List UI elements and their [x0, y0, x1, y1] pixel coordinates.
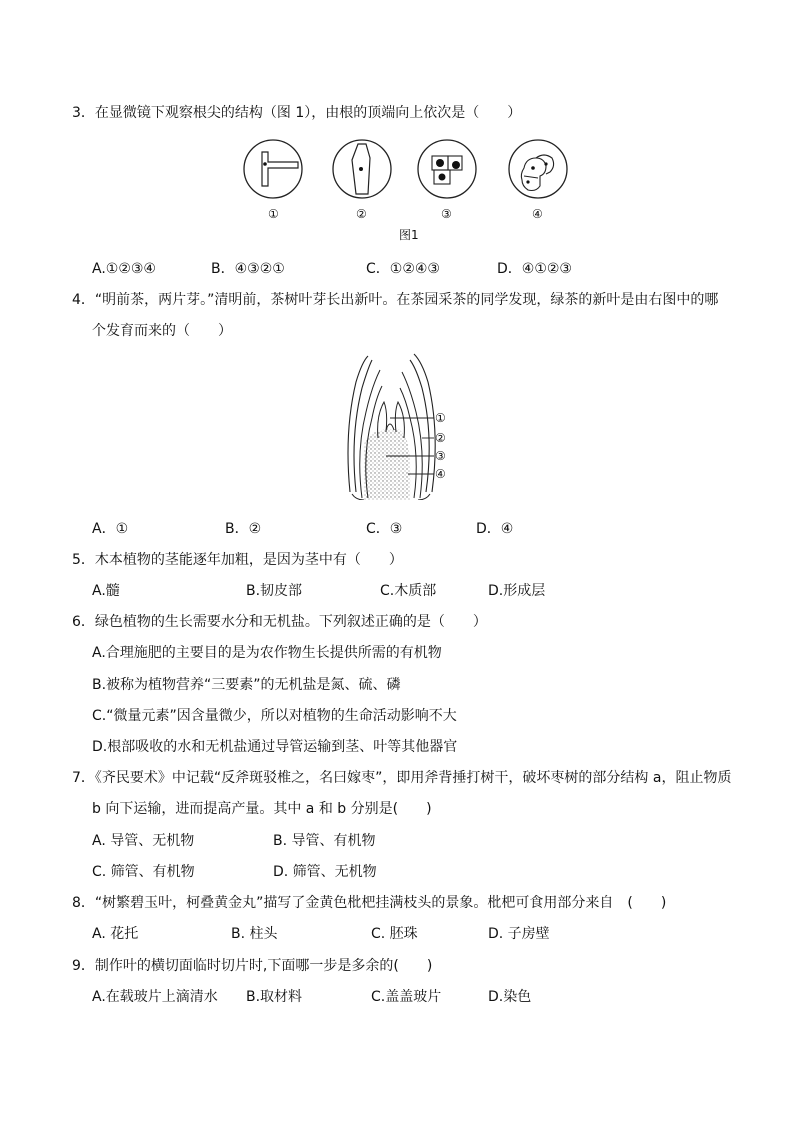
q4-stem-line2: 个发育而来的（ ） — [92, 323, 232, 339]
q5-option-d[interactable]: D.形成层 — [488, 583, 546, 599]
q6-option-c[interactable]: C.“微量元素”因含量微少，所以对植物的生命活动影响不大 — [92, 708, 457, 724]
q7-option-d[interactable]: D. 筛管、无机物 — [273, 864, 377, 880]
q8-option-b[interactable]: B. 柱头 — [231, 926, 278, 942]
q4-figure-label-4: ④ — [435, 467, 446, 481]
q7-option-c[interactable]: C. 筛管、有机物 — [92, 864, 195, 880]
q5-option-b[interactable]: B.韧皮部 — [246, 583, 303, 599]
q4-stem-line1: 4．“明前茶，两片芽。”清明前，茶树叶芽长出新叶。在茶园采茶的同学发现，绿茶的新叶是由右图中的哪 — [72, 292, 719, 308]
q3-stem: 3．在显微镜下观察根尖的结构（图 1），由根的顶端向上依次是（ ） — [72, 105, 522, 121]
q3-figure-label-2: ② — [356, 207, 367, 221]
q6-option-b[interactable]: B.被称为植物营养“三要素”的无机盐是氮、硫、磷 — [92, 677, 401, 693]
q6-stem: 6．绿色植物的生长需要水分和无机盐。下列叙述正确的是（ ） — [72, 614, 487, 630]
q9-option-a[interactable]: A.在载玻片上滴清水 — [92, 989, 218, 1005]
root-tip-cells-figure — [240, 138, 600, 238]
q9-option-b[interactable]: B.取材料 — [246, 989, 303, 1005]
q7-option-a[interactable]: A. 导管、无机物 — [92, 833, 195, 849]
q4-figure-label-1: ① — [435, 411, 446, 425]
q3-figure-label-1: ① — [268, 207, 279, 221]
q7-stem-line1: 7．《齐民要术》中记载“反斧斑驳椎之，名曰嫁枣”，即用斧背捶打树干，破坏枣树的部分结构 a，阻止物质 — [72, 770, 732, 786]
q3-option-d[interactable]: D．④①②③ — [497, 261, 572, 277]
q9-stem: 9．制作叶的横切面临时切片时,下面哪一步是多余的( ) — [72, 958, 433, 974]
q7-stem-line2: b 向下运输，进而提高产量。其中 a 和 b 分别是( ) — [92, 801, 432, 817]
q8-stem: 8．“树繁碧玉叶，柯叠黄金丸”描写了金黄色枇杷挂满枝头的景象。枇杷可食用部分来自 ( ) — [72, 895, 667, 911]
q5-option-a[interactable]: A.髓 — [92, 583, 120, 599]
q8-option-c[interactable]: C. 胚珠 — [371, 926, 418, 942]
q3-option-b[interactable]: B．④③②① — [211, 261, 285, 277]
q4-option-c[interactable]: C．③ — [366, 521, 403, 537]
q4-option-d[interactable]: D．④ — [476, 521, 514, 537]
q5-stem: 5．木本植物的茎能逐年加粗，是因为茎中有（ ） — [72, 552, 403, 568]
q3-figure-caption: 图1 — [399, 228, 419, 242]
q6-option-a[interactable]: A.合理施肥的主要目的是为农作物生长提供所需的有机物 — [92, 645, 442, 661]
q9-option-d[interactable]: D.染色 — [488, 989, 532, 1005]
q7-option-b[interactable]: B. 导管、有机物 — [273, 833, 376, 849]
q8-option-d[interactable]: D. 子房壁 — [488, 926, 550, 942]
q4-figure-label-2: ② — [435, 431, 446, 445]
q5-option-c[interactable]: C.木质部 — [380, 583, 437, 599]
q6-option-d[interactable]: D.根部吸收的水和无机盐通过导管运输到茎、叶等其他器官 — [92, 739, 458, 755]
q4-option-a[interactable]: A．① — [92, 521, 129, 537]
q8-option-a[interactable]: A. 花托 — [92, 926, 139, 942]
q3-option-c[interactable]: C．①②④③ — [366, 261, 440, 277]
q3-figure-label-3: ③ — [441, 207, 452, 221]
q9-option-c[interactable]: C.盖盖玻片 — [371, 989, 442, 1005]
q3-figure-label-4: ④ — [532, 207, 543, 221]
q4-figure-label-3: ③ — [435, 449, 446, 463]
q3-option-a[interactable]: A.①②③④ — [92, 261, 156, 277]
q4-option-b[interactable]: B．② — [225, 521, 262, 537]
